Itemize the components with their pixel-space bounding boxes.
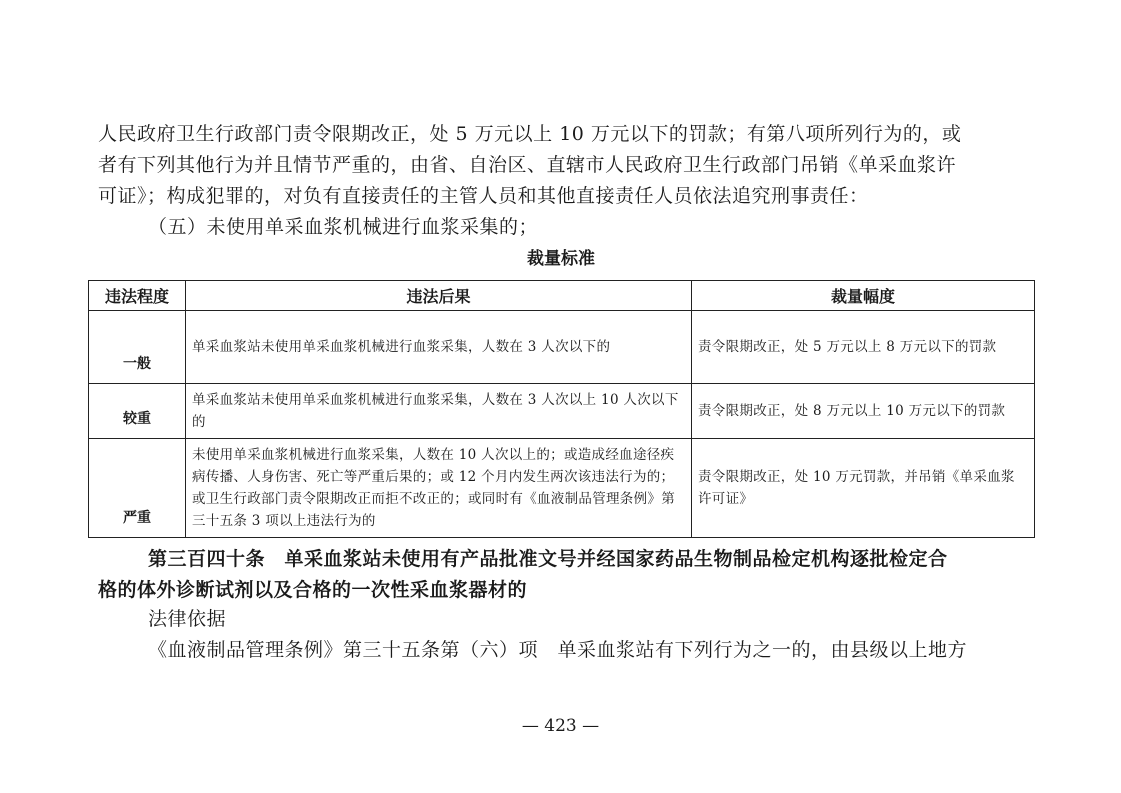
intro-line-3: 可证》；构成犯罪的，对负有直接责任的主管人员和其他直接责任人员依法追究刑事责任： [98,185,869,207]
header-violation-consequence: 违法后果 [186,281,692,311]
row-consequence: 单采血浆站未使用单采血浆机械进行血浆采集，人数在 3 人次以上 10 人次以下的 [186,384,692,439]
article-heading-line-1: 第三百四十条 单采血浆站未使用有产品批准文号并经国家药品生物制品检定机构逐批检定合 [148,548,948,570]
row-consequence: 未使用单采血浆机械进行血浆采集，人数在 10 人次以上的；或造成经血途径疾病传播、人身伤害、死亡等严重后果的；或 12 个月内发生两次该违法行为的；或卫生行政部门责令限期改正而拒不改正的；或同时有《血液制品管理条例》第三十五条 3 项以上违法行为的 [186,439,692,538]
header-penalty-range: 裁量幅度 [692,281,1035,311]
discretion-standard-table [88,280,1035,538]
row-level: 一般 [89,311,186,384]
row-level: 严重 [89,439,186,538]
row-level: 较重 [89,384,186,439]
intro-line-2: 者有下列其他行为并且情节严重的，由省、自治区、直辖市人民政府卫生行政部门吊销《单采血浆许 [98,154,957,176]
row-penalty: 责令限期改正，处 8 万元以上 10 万元以下的罚款 [692,384,1035,439]
intro-paragraph [98,119,1033,243]
article-heading-line-2: 格的体外诊断试剂以及合格的一次性采血浆器材的 [98,579,528,601]
header-violation-degree: 违法程度 [89,281,186,311]
legal-basis-section [98,604,1033,666]
legal-basis-text: 《血液制品管理条例》第三十五条第（六）项 单采血浆站有下列行为之一的，由县级以上地方 [148,639,968,661]
row-penalty: 责令限期改正，处 10 万元罚款，并吊销《单采血浆许可证》 [692,439,1035,538]
row-penalty: 责令限期改正，处 5 万元以上 8 万元以下的罚款 [692,311,1035,384]
intro-line-1: 人民政府卫生行政部门责令限期改正，处 5 万元以上 10 万元以下的罚款；有第八项所列行为的，或 [98,123,962,145]
intro-item-five: （五）未使用单采血浆机械进行血浆采集的； [148,216,539,238]
row-consequence: 单采血浆站未使用单采血浆机械进行血浆采集，人数在 3 人次以下的 [186,311,692,384]
table-row [89,311,1035,384]
legal-basis-label: 法律依据 [148,608,227,630]
page-number: — 423 — [521,716,600,736]
table-header-row [89,281,1035,311]
article-340-heading [98,544,1033,606]
table-title: 裁量标准 [527,249,595,269]
table-row [89,439,1035,538]
table-row [89,384,1035,439]
